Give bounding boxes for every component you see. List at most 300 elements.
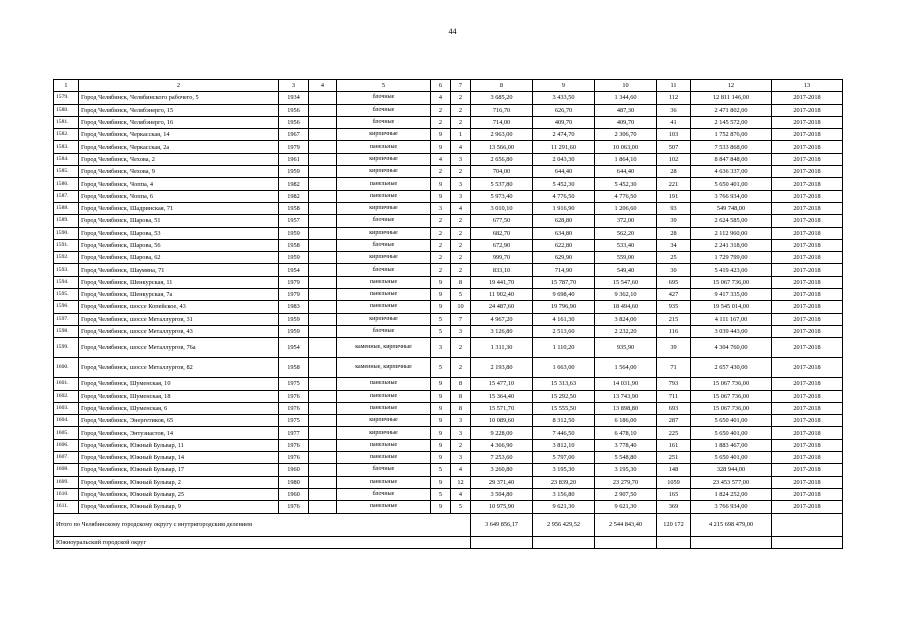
cost-cell: 1 729 799,00 [691, 252, 772, 264]
living-area-cell: 9 621,30 [533, 501, 595, 513]
floors-cell: 9 [431, 378, 451, 390]
residential-area-cell: 2 907,50 [595, 488, 657, 500]
residential-area-cell: 1 344,60 [595, 92, 657, 104]
table-row [54, 301, 843, 313]
empty-cell [309, 129, 337, 141]
cost-cell: 15 067 736,00 [691, 276, 772, 288]
year-cell: 1960 [279, 488, 309, 500]
entrances-cell: 2 [451, 166, 471, 178]
living-area-cell: 622,80 [533, 239, 595, 251]
residential-area-cell: 6 186,00 [595, 415, 657, 427]
residential-area-cell: 644,40 [595, 166, 657, 178]
year-cell: 1977 [279, 427, 309, 439]
floors-cell: 9 [431, 190, 451, 202]
year-cell: 1983 [279, 301, 309, 313]
total-area-cell: 10 975,90 [471, 501, 533, 513]
address-cell: Город Челябинск, Шарова, 51 [79, 215, 279, 227]
address-cell: Город Челябинск, Южный Бульвар, 17 [79, 464, 279, 476]
column-header-13: 13 [772, 80, 843, 92]
living-area-cell: 634,80 [533, 227, 595, 239]
empty-cell [309, 252, 337, 264]
living-area-cell: 3 156,80 [533, 488, 595, 500]
empty-cell [309, 264, 337, 276]
entrances-cell: 7 [451, 313, 471, 325]
entrances-cell: 2 [451, 227, 471, 239]
residential-area-cell: 2 306,70 [595, 129, 657, 141]
floors-cell: 3 [431, 338, 451, 358]
table-row [54, 313, 843, 325]
table-row [54, 325, 843, 337]
table-row [54, 215, 843, 227]
address-cell: Город Челябинск, Энтузиастов, 14 [79, 427, 279, 439]
floors-cell: 5 [431, 325, 451, 337]
address-cell: Город Челябинск, Шарова, 53 [79, 227, 279, 239]
living-area-cell: 5 797,00 [533, 452, 595, 464]
row-number: 1580. [54, 104, 79, 116]
section-title: Южноуральский городской округ [54, 536, 471, 548]
table-row [54, 190, 843, 202]
table-row [54, 415, 843, 427]
floors-cell: 3 [431, 202, 451, 214]
column-header-4: 4 [309, 80, 337, 92]
floors-cell: 9 [431, 476, 451, 488]
empty-cell [309, 276, 337, 288]
period-cell: 2017-2018 [772, 488, 843, 500]
floors-cell: 2 [431, 104, 451, 116]
period-cell: 2017-2018 [772, 92, 843, 104]
entrances-cell: 8 [451, 402, 471, 414]
total-area-total-cell: 3 649 856,17 [471, 513, 533, 536]
total-area-cell: 19 441,70 [471, 276, 533, 288]
cost-cell: 15 067 736,00 [691, 390, 772, 402]
year-cell: 1956 [279, 116, 309, 128]
residential-area-cell: 3 195,30 [595, 464, 657, 476]
period-cell: 2017-2018 [772, 358, 843, 378]
entrances-cell: 2 [451, 215, 471, 227]
residents-cell: 711 [657, 390, 691, 402]
wall-material-cell: каменные, кирпичные [337, 338, 431, 358]
wall-material-cell: панельные [337, 276, 431, 288]
table-row [54, 488, 843, 500]
row-number: 1602. [54, 390, 79, 402]
living-area-cell: 3 433,50 [533, 92, 595, 104]
table-row [54, 338, 843, 358]
period-cell: 2017-2018 [772, 104, 843, 116]
cost-cell: 3 766 934,00 [691, 190, 772, 202]
wall-material-cell: панельные [337, 390, 431, 402]
period-cell: 2017-2018 [772, 178, 843, 190]
period-cell: 2017-2018 [772, 402, 843, 414]
empty-cell [772, 536, 843, 548]
residents-cell: 28 [657, 166, 691, 178]
wall-material-cell: панельные [337, 402, 431, 414]
floors-cell: 2 [431, 166, 451, 178]
entrances-cell: 5 [451, 289, 471, 301]
living-area-cell: 15 787,70 [533, 276, 595, 288]
address-cell: Город Челябинск, Южный Бульвар, 25 [79, 488, 279, 500]
cost-cell: 2 241 318,00 [691, 239, 772, 251]
row-number: 1597. [54, 313, 79, 325]
address-cell: Город Челябинск, Шарова, 62 [79, 252, 279, 264]
empty-cell [595, 536, 657, 548]
total-area-cell: 2 963,00 [471, 129, 533, 141]
row-number: 1589. [54, 215, 79, 227]
total-area-cell: 3 010,10 [471, 202, 533, 214]
residential-area-cell: 487,30 [595, 104, 657, 116]
period-cell: 2017-2018 [772, 264, 843, 276]
cost-cell: 2 145 572,00 [691, 116, 772, 128]
row-number: 1581. [54, 116, 79, 128]
residential-area-cell: 559,00 [595, 252, 657, 264]
wall-material-cell: кирпичные [337, 313, 431, 325]
column-header-7: 7 [451, 80, 471, 92]
living-area-cell: 11 291,60 [533, 141, 595, 153]
entrances-cell: 2 [451, 252, 471, 264]
table-row [54, 390, 843, 402]
residential-area-cell: 1 206,60 [595, 202, 657, 214]
residents-cell: 25 [657, 252, 691, 264]
empty-cell [309, 476, 337, 488]
floors-cell: 4 [431, 153, 451, 165]
empty-cell [309, 166, 337, 178]
empty-cell [309, 358, 337, 378]
total-area-cell: 833,10 [471, 264, 533, 276]
total-area-cell: 4 967,20 [471, 313, 533, 325]
residential-area-cell: 549,40 [595, 264, 657, 276]
row-number: 1606. [54, 439, 79, 451]
residents-cell: 507 [657, 141, 691, 153]
table-row [54, 141, 843, 153]
total-row [54, 513, 843, 536]
address-cell: Город Челябинск, Челябэнерго, 16 [79, 116, 279, 128]
total-area-cell: 682,70 [471, 227, 533, 239]
cost-cell: 328 944,00 [691, 464, 772, 476]
entrances-cell: 4 [451, 464, 471, 476]
total-area-cell: 2 193,80 [471, 358, 533, 378]
row-number: 1590. [54, 227, 79, 239]
wall-material-cell: панельные [337, 190, 431, 202]
address-cell: Город Челябинск, Южный Бульвар, 14 [79, 452, 279, 464]
row-number: 1603. [54, 402, 79, 414]
living-area-cell: 1 110,20 [533, 338, 595, 358]
total-area-cell: 5 537,80 [471, 178, 533, 190]
empty-cell [309, 501, 337, 513]
entrances-cell: 2 [451, 358, 471, 378]
residents-cell: 116 [657, 325, 691, 337]
total-area-cell: 716,70 [471, 104, 533, 116]
wall-material-cell: каменные, кирпичные [337, 358, 431, 378]
entrances-cell: 2 [451, 264, 471, 276]
year-cell: 1956 [279, 104, 309, 116]
living-area-cell: 4 776,50 [533, 190, 595, 202]
wall-material-cell: блочные [337, 215, 431, 227]
residential-area-cell: 14 031,90 [595, 378, 657, 390]
wall-material-cell: кирпичные [337, 427, 431, 439]
residents-cell: 148 [657, 464, 691, 476]
address-cell: Город Челябинск, шоссе Металлургов, 82 [79, 358, 279, 378]
entrances-cell: 12 [451, 476, 471, 488]
address-cell: Город Челябинск, шоссе Металлургов, 43 [79, 325, 279, 337]
address-cell: Город Челябинск, шоссе Металлургов, 76а [79, 338, 279, 358]
row-number: 1601. [54, 378, 79, 390]
residential-area-cell: 10 063,00 [595, 141, 657, 153]
floors-cell: 2 [431, 239, 451, 251]
table-row [54, 439, 843, 451]
address-cell: Город Челябинск, Южный Бульвар, 2 [79, 476, 279, 488]
entrances-cell: 2 [451, 239, 471, 251]
total-area-cell: 15 571,70 [471, 402, 533, 414]
column-header-5: 5 [337, 80, 431, 92]
total-area-cell: 2 656,80 [471, 153, 533, 165]
address-cell: Город Челябинск, Чоппа, 4 [79, 178, 279, 190]
period-cell: 2017-2018 [772, 202, 843, 214]
empty-cell [309, 452, 337, 464]
residents-cell: 39 [657, 215, 691, 227]
period-cell: 2017-2018 [772, 289, 843, 301]
row-number: 1587. [54, 190, 79, 202]
residential-area-cell: 6 478,10 [595, 427, 657, 439]
entrances-cell: 3 [451, 452, 471, 464]
address-cell: Город Челябинск, Шенкурская, 11 [79, 276, 279, 288]
cost-cell: 3 766 934,00 [691, 501, 772, 513]
floors-cell: 9 [431, 452, 451, 464]
wall-material-cell: кирпичные [337, 415, 431, 427]
address-cell: Город Челябинск, Челябэнерго, 15 [79, 104, 279, 116]
total-area-cell: 714,00 [471, 116, 533, 128]
year-cell: 1975 [279, 415, 309, 427]
year-cell: 1976 [279, 390, 309, 402]
empty-cell [309, 178, 337, 190]
floors-cell: 5 [431, 358, 451, 378]
row-number: 1588. [54, 202, 79, 214]
year-cell: 1961 [279, 153, 309, 165]
residential-area-cell: 3 824,00 [595, 313, 657, 325]
total-cost-cell: 4 215 698 479,00 [691, 513, 772, 536]
address-cell: Город Челябинск, Шуменская, 10 [79, 378, 279, 390]
period-cell: 2017-2018 [772, 390, 843, 402]
address-cell: Город Челябинск, Черкасская, 14 [79, 129, 279, 141]
floors-cell: 9 [431, 402, 451, 414]
entrances-cell: 2 [451, 439, 471, 451]
residential-area-cell: 533,40 [595, 239, 657, 251]
empty-cell [309, 427, 337, 439]
total-area-cell: 1 311,30 [471, 338, 533, 358]
year-cell: 1958 [279, 202, 309, 214]
total-area-cell: 3 126,80 [471, 325, 533, 337]
cost-cell: 1 752 876,00 [691, 129, 772, 141]
table-row [54, 264, 843, 276]
cost-cell: 2 112 960,00 [691, 227, 772, 239]
row-number: 1605. [54, 427, 79, 439]
living-area-cell: 2 474,70 [533, 129, 595, 141]
living-area-cell: 15 292,50 [533, 390, 595, 402]
table-row [54, 501, 843, 513]
residents-cell: 251 [657, 452, 691, 464]
wall-material-cell: кирпичные [337, 166, 431, 178]
table-row [54, 178, 843, 190]
residential-area-cell: 1 864,10 [595, 153, 657, 165]
living-area-cell: 15 555,50 [533, 402, 595, 414]
entrances-cell: 3 [451, 153, 471, 165]
empty-cell [309, 215, 337, 227]
entrances-cell: 2 [451, 338, 471, 358]
empty-cell [309, 325, 337, 337]
table-row [54, 358, 843, 378]
year-cell: 1982 [279, 190, 309, 202]
year-cell: 1954 [279, 338, 309, 358]
residential-area-cell: 9 621,30 [595, 501, 657, 513]
wall-material-cell: панельные [337, 141, 431, 153]
table-row [54, 104, 843, 116]
table-row [54, 427, 843, 439]
empty-cell [309, 301, 337, 313]
column-header-2: 2 [79, 80, 279, 92]
cost-cell: 1 824 252,00 [691, 488, 772, 500]
wall-material-cell: блочные [337, 264, 431, 276]
table-row [54, 464, 843, 476]
living-area-cell: 7 446,50 [533, 427, 595, 439]
row-number: 1593. [54, 264, 79, 276]
total-area-cell: 7 253,60 [471, 452, 533, 464]
residents-cell: 165 [657, 488, 691, 500]
cost-cell: 2 657 430,00 [691, 358, 772, 378]
year-cell: 1957 [279, 215, 309, 227]
empty-cell [309, 488, 337, 500]
wall-material-cell: панельные [337, 301, 431, 313]
empty-cell [533, 536, 595, 548]
period-cell: 2017-2018 [772, 190, 843, 202]
cost-cell: 7 533 868,00 [691, 141, 772, 153]
residents-cell: 1059 [657, 476, 691, 488]
cost-cell: 4 636 337,00 [691, 166, 772, 178]
total-area-cell: 677,50 [471, 215, 533, 227]
residents-cell: 935 [657, 301, 691, 313]
empty-cell [309, 402, 337, 414]
cost-cell: 5 650 401,00 [691, 415, 772, 427]
cost-cell: 12 811 146,00 [691, 92, 772, 104]
wall-material-cell: панельные [337, 289, 431, 301]
column-header-3: 3 [279, 80, 309, 92]
wall-material-cell: панельные [337, 439, 431, 451]
period-cell: 2017-2018 [772, 227, 843, 239]
wall-material-cell: кирпичные [337, 129, 431, 141]
period-cell: 2017-2018 [772, 166, 843, 178]
row-number: 1582. [54, 129, 79, 141]
total-area-living-cell: 2 956 429,52 [533, 513, 595, 536]
residential-area-cell: 562,20 [595, 227, 657, 239]
entrances-cell: 2 [451, 116, 471, 128]
year-cell: 1959 [279, 325, 309, 337]
residential-area-cell: 3 778,40 [595, 439, 657, 451]
entrances-cell: 4 [451, 488, 471, 500]
row-number: 1591. [54, 239, 79, 251]
row-number: 1584. [54, 153, 79, 165]
floors-cell: 5 [431, 488, 451, 500]
period-cell: 2017-2018 [772, 141, 843, 153]
residential-area-cell: 13 898,80 [595, 402, 657, 414]
period-cell: 2017-2018 [772, 239, 843, 251]
residents-cell: 112 [657, 92, 691, 104]
residents-cell: 28 [657, 227, 691, 239]
year-cell: 1979 [279, 276, 309, 288]
residents-cell: 793 [657, 378, 691, 390]
wall-material-cell: блочные [337, 104, 431, 116]
address-cell: Город Челябинск, Энергетиков, 65 [79, 415, 279, 427]
living-area-cell: 628,80 [533, 215, 595, 227]
living-area-cell: 15 313,63 [533, 378, 595, 390]
total-area-cell: 5 973,40 [471, 190, 533, 202]
floors-cell: 4 [431, 92, 451, 104]
residents-cell: 30 [657, 264, 691, 276]
row-number: 1592. [54, 252, 79, 264]
address-cell: Город Челябинск, Южный Бульвар, 11 [79, 439, 279, 451]
floors-cell: 9 [431, 141, 451, 153]
table-row [54, 227, 843, 239]
cost-cell: 2 624 585,00 [691, 215, 772, 227]
cost-cell: 4 304 760,00 [691, 338, 772, 358]
cost-cell: 15 067 736,00 [691, 378, 772, 390]
table-row [54, 153, 843, 165]
total-area-cell: 3 685,20 [471, 92, 533, 104]
entrances-cell: 3 [451, 190, 471, 202]
wall-material-cell: кирпичные [337, 153, 431, 165]
floors-cell: 2 [431, 252, 451, 264]
living-area-cell: 5 452,30 [533, 178, 595, 190]
row-number: 1608. [54, 464, 79, 476]
address-cell: Город Челябинск, шоссе Копейское, 43 [79, 301, 279, 313]
cost-cell: 4 111 167,00 [691, 313, 772, 325]
entrances-cell: 4 [451, 141, 471, 153]
period-cell: 2017-2018 [772, 301, 843, 313]
year-cell: 1959 [279, 313, 309, 325]
year-cell: 1979 [279, 289, 309, 301]
wall-material-cell: панельные [337, 501, 431, 513]
residents-cell: 427 [657, 289, 691, 301]
living-area-cell: 3 195,30 [533, 464, 595, 476]
floors-cell: 2 [431, 264, 451, 276]
row-number: 1586. [54, 178, 79, 190]
residents-cell: 221 [657, 178, 691, 190]
total-area-cell: 24 487,60 [471, 301, 533, 313]
residents-cell: 693 [657, 402, 691, 414]
residential-area-cell: 372,00 [595, 215, 657, 227]
period-cell: 2017-2018 [772, 153, 843, 165]
empty-cell [309, 439, 337, 451]
residential-area-cell: 23 279,70 [595, 476, 657, 488]
section-row [54, 536, 843, 548]
column-header-9: 9 [533, 80, 595, 92]
living-area-cell: 644,40 [533, 166, 595, 178]
total-area-res-cell: 2 544 843,40 [595, 513, 657, 536]
entrances-cell: 3 [451, 427, 471, 439]
table-row [54, 92, 843, 104]
living-area-cell: 409,70 [533, 116, 595, 128]
year-cell: 1934 [279, 92, 309, 104]
living-area-cell: 1 916,90 [533, 202, 595, 214]
residents-cell: 369 [657, 501, 691, 513]
year-cell: 1975 [279, 378, 309, 390]
table-row [54, 276, 843, 288]
empty-cell [309, 190, 337, 202]
empty-cell [309, 338, 337, 358]
cost-cell: 1 883 467,00 [691, 439, 772, 451]
period-cell: 2017-2018 [772, 325, 843, 337]
year-cell: 1958 [279, 358, 309, 378]
total-area-cell: 3 260,80 [471, 464, 533, 476]
period-cell: 2017-2018 [772, 338, 843, 358]
total-area-cell: 672,90 [471, 239, 533, 251]
living-area-cell: 23 839,20 [533, 476, 595, 488]
